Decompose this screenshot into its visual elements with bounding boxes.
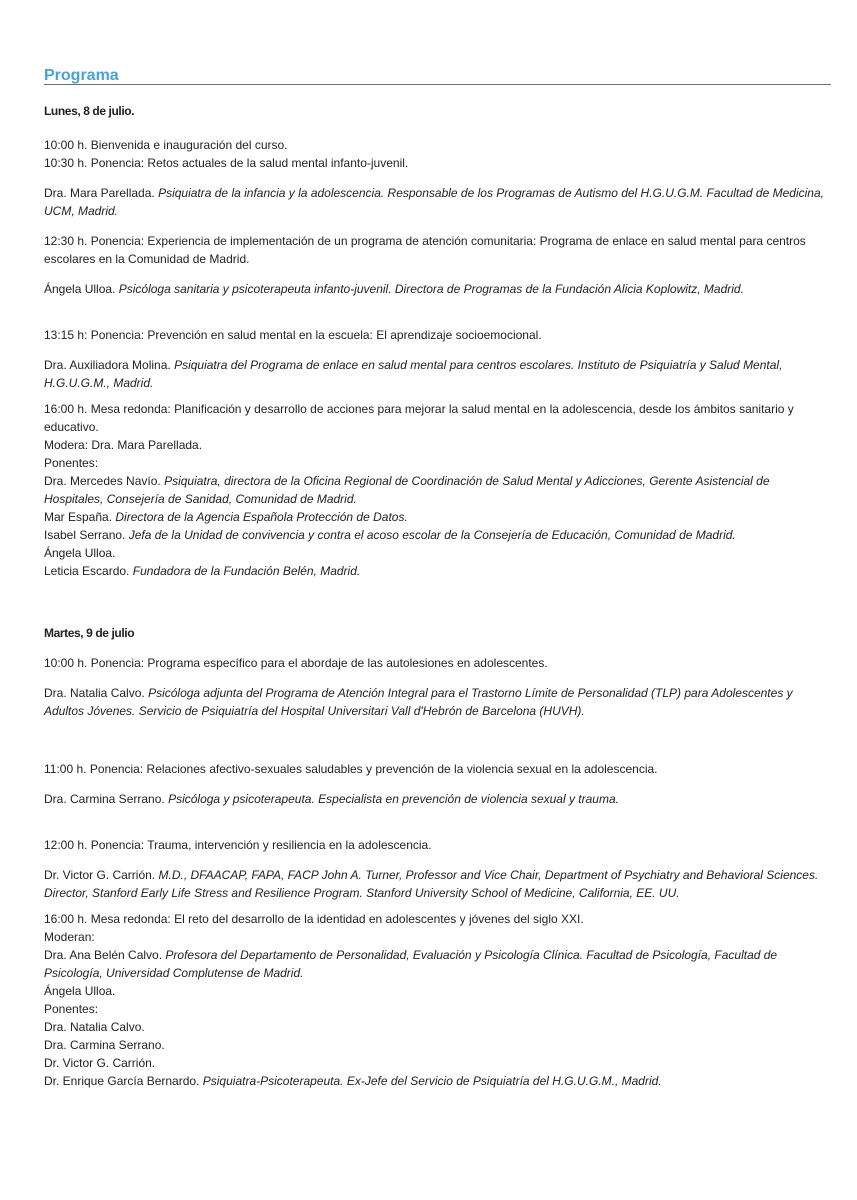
panelist-name: Leticia Escardo. — [44, 564, 130, 578]
panelist-entry: Dra. Natalia Calvo. — [44, 1020, 145, 1034]
speaker-name: Dra. Mara Parellada. — [44, 186, 155, 200]
schedule-time-label: 11:00 h. Ponencia: — [44, 762, 144, 776]
schedule-item — [44, 910, 829, 928]
moderator-entry — [44, 946, 829, 982]
speaker-description: Psicóloga y psicoterapeuta. Especialista en prevención de violencia sexual y trauma. — [168, 792, 619, 806]
speaker-entry — [44, 790, 829, 808]
speaker-description: Psiquiatra de la infancia y la adolescencia. Responsable de los Programas de Autismo del H.G.U.G.M. Facultad de Medicina, UCM, Madrid. — [44, 186, 824, 218]
day-header-monday: Lunes, 8 de julio. — [44, 104, 135, 118]
speaker-description: Psicóloga sanitaria y psicoterapeuta infanto-juvenil. Directora de Programas de la Fundación Alicia Koplowitz, Madrid. — [118, 282, 744, 296]
panelist-description: Fundadora de la Fundación Belén, Madrid. — [132, 564, 361, 578]
title-divider — [44, 84, 831, 85]
panelist-entry — [44, 508, 829, 526]
schedule-topic: : El reto del desarrollo de la identidad en adolescentes y jóvenes del siglo XXI. — [167, 912, 584, 926]
speaker-entry — [44, 184, 829, 220]
program-content — [44, 102, 829, 1090]
speaker-description: M.D., DFAACAP, FAPA, FACP John A. Turner, Professor and Vice Chair, Department of Psychiatry and Behavioral Sciences. Director, Stanford Early Life Stress and Resilience Program. Stanford University School of Medicine, California, EE. UU. — [44, 868, 819, 900]
moderator-entry: Ángela Ulloa. — [44, 984, 116, 998]
panelist-name: Dr. Enrique García Bernardo. — [44, 1074, 200, 1088]
speakers-label: Ponentes: — [44, 456, 99, 470]
panelist-description: Directora de la Agencia Española Protección de Datos. — [115, 510, 408, 524]
speaker-name: Ángela Ulloa. — [44, 282, 116, 296]
speaker-description: Psiquiatra del Programa de enlace en salud mental para centros escolares. Instituto de Psiquiatría y Salud Mental, H.G.U.G.M., Madrid. — [44, 358, 783, 390]
speaker-name: Dr. Victor G. Carrión. — [44, 868, 156, 882]
moderator-name: Dra. Ana Belén Calvo. — [44, 948, 163, 962]
speaker-name: Dra. Natalia Calvo. — [44, 686, 145, 700]
speaker-description: Psicóloga adjunta del Programa de Atención Integral para el Trastorno Límite de Personalidad (TLP) para Adolescentes y Adultos Jóvenes. Servicio de Psiquiatría del Hospital Universitari Vall d'Hebrón de Barcelona (HUVH). — [44, 686, 793, 718]
speaker-entry — [44, 356, 829, 392]
panelist-description: Psiquiatra-Psicoterapeuta. Ex-Jefe del Servicio de Psiquiatría del H.G.U.G.M., Madrid. — [202, 1074, 662, 1088]
moderator-description: Profesora del Departamento de Personalidad, Evaluación y Psicología Clínica. Facultad de Psicología, Facultad de Psicología, Universidad Complutense de Madrid. — [44, 948, 778, 980]
panelist-entry: Dr. Victor G. Carrión. — [44, 1056, 156, 1070]
schedule-item: 13:15 h: Ponencia: Prevención en salud mental en la escuela: El aprendizaje socioemocional. — [44, 328, 542, 342]
schedule-item — [44, 836, 829, 854]
speaker-entry — [44, 684, 829, 720]
panelist-name: Mar España. — [44, 510, 113, 524]
schedule-topic: : Trauma, intervención y resiliencia en la adolescencia. — [140, 838, 432, 852]
schedule-item: 10:00 h. Bienvenida e inauguración del curso. — [44, 138, 288, 152]
schedule-item: 16:00 h. Mesa redonda: Planificación y desarrollo de acciones para mejorar la salud mental en la adolescencia, desde los ámbitos sanitario y educativo. — [44, 402, 794, 434]
panelist-entry — [44, 562, 829, 580]
schedule-time-label: 12:00 h. Ponencia — [44, 838, 141, 852]
speaker-name: Dra. Auxiliadora Molina. — [44, 358, 171, 372]
panelist-entry — [44, 1072, 829, 1090]
moderators-label: Moderan: — [44, 930, 95, 944]
panelist-description: Jefa de la Unidad de convivencia y contra el acoso escolar de la Consejería de Educación, Comunidad de Madrid. — [128, 528, 736, 542]
speaker-name: Dra. Carmina Serrano. — [44, 792, 165, 806]
schedule-item — [44, 654, 829, 672]
schedule-time-label: 10:00 h. Ponencia: — [44, 656, 145, 670]
schedule-topic: Relaciones afectivo-sexuales saludables y prevención de la violencia sexual en la adolescencia. — [146, 762, 658, 776]
day-header-tuesday: Martes, 9 de julio — [44, 626, 135, 640]
schedule-time-label: 16:00 h. Mesa redonda — [44, 912, 168, 926]
panelist-entry — [44, 526, 829, 544]
panelist-description: Psiquiatra, directora de la Oficina Regional de Coordinación de Salud Mental y Adicciones, Gerente Asistencial de Hospitales, Consejería de Sanidad, Comunidad de Madrid. — [44, 474, 770, 506]
schedule-item: 12:30 h. Ponencia: Experiencia de implementación de un programa de atención comunitaria: Programa de enlace en salud mental para centros escolares en la Comunidad de Madrid. — [44, 234, 806, 266]
panelist-name: Isabel Serrano. — [44, 528, 126, 542]
panelist-name: Dra. Mercedes Navío. — [44, 474, 161, 488]
speaker-entry — [44, 280, 829, 298]
speakers-label: Ponentes: — [44, 1002, 99, 1016]
page-title: Programa — [44, 67, 119, 84]
schedule-item — [44, 760, 829, 778]
speaker-entry — [44, 866, 829, 902]
panelist-entry — [44, 472, 829, 508]
schedule-item: 10:30 h. Ponencia: Retos actuales de la salud mental infanto-juvenil. — [44, 156, 409, 170]
schedule-topic: Programa específico para el abordaje de las autolesiones en adolescentes. — [147, 656, 548, 670]
panelist-entry: Dra. Carmina Serrano. — [44, 1038, 165, 1052]
panelist-entry: Ángela Ulloa. — [44, 546, 116, 560]
moderator-line: Modera: Dra. Mara Parellada. — [44, 438, 203, 452]
